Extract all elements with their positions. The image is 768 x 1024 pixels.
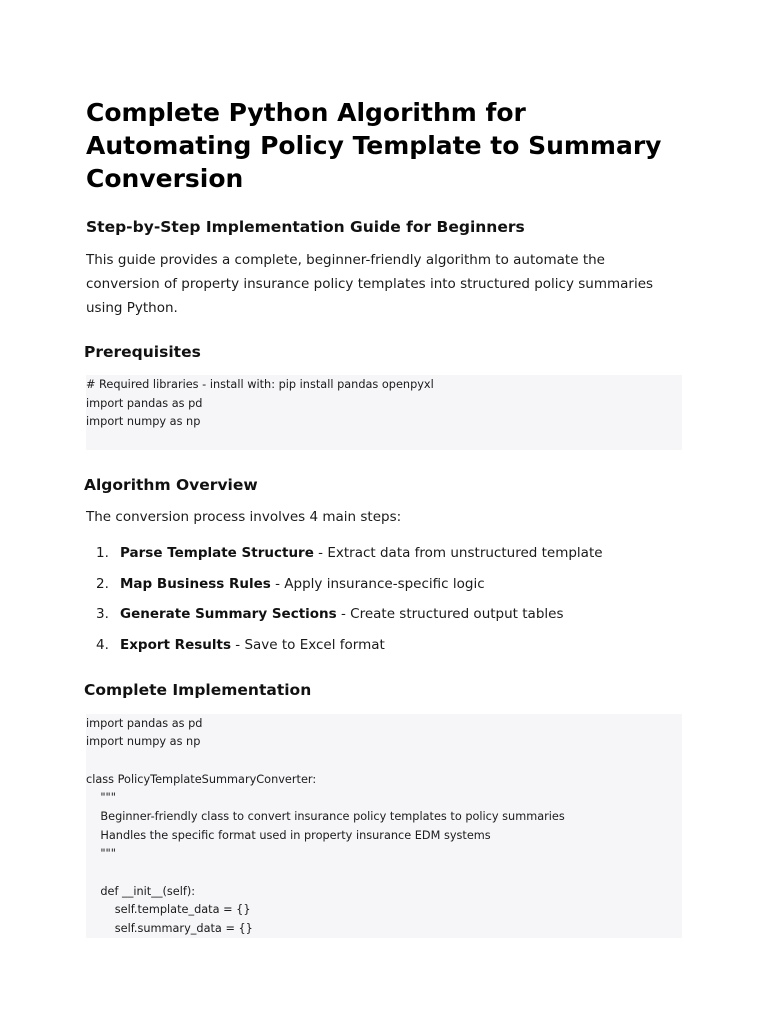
code-line: self.summary_data = {}	[86, 922, 253, 936]
step-description: - Extract data from unstructured template	[313, 545, 603, 561]
step-title: Parse Template Structure	[120, 545, 314, 561]
step-title: Map Business Rules	[120, 575, 271, 592]
step-number: 2.	[96, 575, 109, 592]
algorithm-overview-heading: Algorithm Overview	[84, 476, 258, 494]
code-line: Handles the specific format used in property insurance EDM systems	[86, 828, 491, 842]
step-number: 4.	[96, 636, 109, 653]
implementation-code-block[interactable]	[86, 714, 682, 938]
intro-paragraph: This guide provides a complete, beginner-friendly algorithm to automate the conversion of property insurance policy templates into structured policy summaries using Python.	[86, 252, 654, 316]
code-line: import numpy as np	[86, 415, 201, 429]
step-title: Export Results	[120, 636, 231, 653]
code-line: Beginner-friendly class to convert insurance policy templates to policy summaries	[86, 809, 565, 823]
steps-list	[86, 543, 682, 655]
step-description: - Save to Excel format	[231, 636, 385, 653]
step-number: 1.	[96, 545, 109, 561]
code-line: class PolicyTemplateSummaryConverter:	[86, 772, 317, 786]
document-page	[86, 96, 682, 938]
implementation-heading: Complete Implementation	[84, 680, 312, 699]
list-item	[86, 635, 682, 655]
code-line	[86, 751, 682, 770]
code-line: def __init__(self):	[86, 884, 196, 898]
step-number: 3.	[96, 606, 109, 622]
code-line: import numpy as np	[86, 735, 201, 749]
list-item	[86, 604, 682, 624]
code-line	[86, 863, 682, 882]
code-line: import pandas as pd	[86, 716, 203, 730]
step-description: - Create structured output tables	[336, 606, 564, 622]
list-item	[86, 543, 682, 563]
document-subtitle: Step-by-Step Implementation Guide for Beginners	[86, 218, 525, 236]
list-item	[86, 574, 682, 594]
overview-paragraph: The conversion process involves 4 main steps:	[86, 509, 402, 525]
step-title: Generate Summary Sections	[120, 606, 337, 622]
step-description: - Apply insurance-specific logic	[270, 575, 485, 592]
document-title: Complete Python Algorithm for Automating Policy Template to Summary Conversion	[86, 98, 662, 193]
code-line: """	[86, 847, 116, 861]
prerequisites-code-block[interactable]	[86, 375, 682, 450]
code-line: """	[86, 791, 116, 805]
code-line: self.template_data = {}	[86, 903, 251, 917]
code-line: import pandas as pd	[86, 396, 203, 410]
code-line: # Required libraries - install with: pip install pandas openpyxl	[86, 378, 434, 391]
prerequisites-heading: Prerequisites	[84, 343, 201, 361]
